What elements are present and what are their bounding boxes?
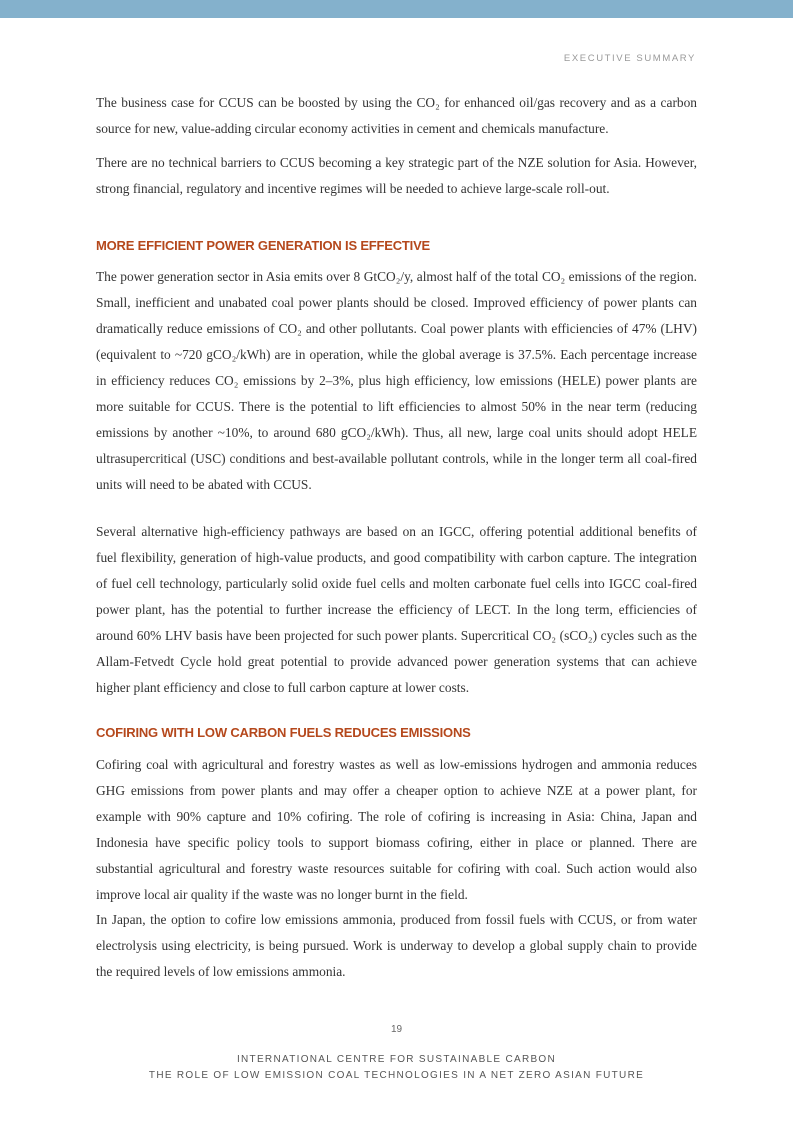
paragraph-high-efficiency-pathways bbox=[96, 519, 697, 701]
footer-report-title: THE ROLE OF LOW EMISSION COAL TECHNOLOGIES IN A NET ZERO ASIAN FUTURE bbox=[148, 1070, 645, 1081]
running-title: EXECUTIVE SUMMARY bbox=[563, 53, 696, 64]
paragraph-cofiring bbox=[96, 752, 697, 908]
section-heading-cofiring bbox=[96, 725, 697, 740]
page-number: 19 bbox=[390, 1024, 403, 1035]
paragraph-text: Cofiring coal with agricultural and forestry wastes as well as low-emissions hydrogen and ammonia reduces GHG emissions from power plants and may offer a cheaper option to achieve NZE at a power plant, for example with 90% capture and 10% cofiring. The role of cofiring is increasing in Asia: China, Japan and Indonesia have specific policy tools to support biomass cofiring, either in place or planned. There are substantial agricultural and forestry waste resources suitable for cofiring with coal. Such action would also improve local air quality if the waste was no longer burnt in the field. bbox=[96, 757, 697, 902]
paragraph-text: Several alternative high-efficiency pathways are based on an IGCC, offering potential additional benefits of fuel flexibility, generation of high-value products, and good compatibility with carbon capture. The integration of fuel cell technology, particularly solid oxide fuel cells and molten carbonate fuel cells into IGCC coal-fired power plant, has the potential to further increase the efficiency of LECT. In the long term, efficiencies of around 60% LHV basis have been projected for such power plants. Supercritical CO₂ (sCO₂) cycles such as the Allam-Fetvedt Cycle hold great potential to provide advanced power generation systems that can achieve higher plant efficiency and close to full carbon capture at lower costs. bbox=[96, 524, 697, 695]
header-color-bar bbox=[0, 0, 793, 18]
footer-organization: INTERNATIONAL CENTRE FOR SUSTAINABLE CARBON bbox=[236, 1054, 557, 1065]
paragraph-ccus-business-case bbox=[96, 90, 697, 142]
paragraph-text: The power generation sector in Asia emits over 8 GtCO₂/y, almost half of the total CO₂ emissions of the region. Small, inefficient and unabated coal power plants should be closed. Improved efficiency of power plants can dramatically reduce emissions of CO₂ and other pollutants. Coal power plants with efficiencies of 47% (LHV) (equivalent to ~720 gCO₂/kWh) are in operation, while the global average is 37.5%. Each percentage increase in efficiency reduces CO₂ emissions by 2–3%, plus high efficiency, low emissions (HELE) power plants are more suitable for CCUS. There is the potential to lift efficiencies to almost 50% in the near term (reducing emissions by another ~10%, to around 680 gCO₂/kWh). Thus, all new, large coal units should adopt HELE ultrasupercritical (USC) conditions and best-available pollutant controls, while in the longer term all coal-fired units will need to be abated with CCUS. bbox=[96, 269, 697, 492]
paragraph-text: The business case for CCUS can be boosted by using the CO₂ for enhanced oil/gas recovery and as a carbon source for new, value-adding circular economy activities in cement and chemicals manufacture. bbox=[96, 95, 697, 136]
heading-text: MORE EFFICIENT POWER GENERATION IS EFFECTIVE bbox=[96, 238, 431, 253]
heading-text: COFIRING WITH LOW CARBON FUELS REDUCES EMISSIONS bbox=[96, 725, 471, 740]
section-heading-efficient-power bbox=[96, 238, 697, 253]
paragraph-ammonia-japan bbox=[96, 907, 697, 985]
paragraph-text: There are no technical barriers to CCUS becoming a key strategic part of the NZE solution for Asia. However, strong financial, regulatory and incentive regimes will be needed to achieve large-scale roll-out. bbox=[96, 155, 697, 196]
paragraph-ccus-barriers bbox=[96, 150, 697, 202]
paragraph-text: In Japan, the option to cofire low emissions ammonia, produced from fossil fuels with CCUS, or from water electrolysis using electricity, is being pursued. Work is underway to develop a global supply chain to provide the required levels of low emissions ammonia. bbox=[96, 912, 697, 979]
paragraph-power-generation bbox=[96, 264, 697, 498]
